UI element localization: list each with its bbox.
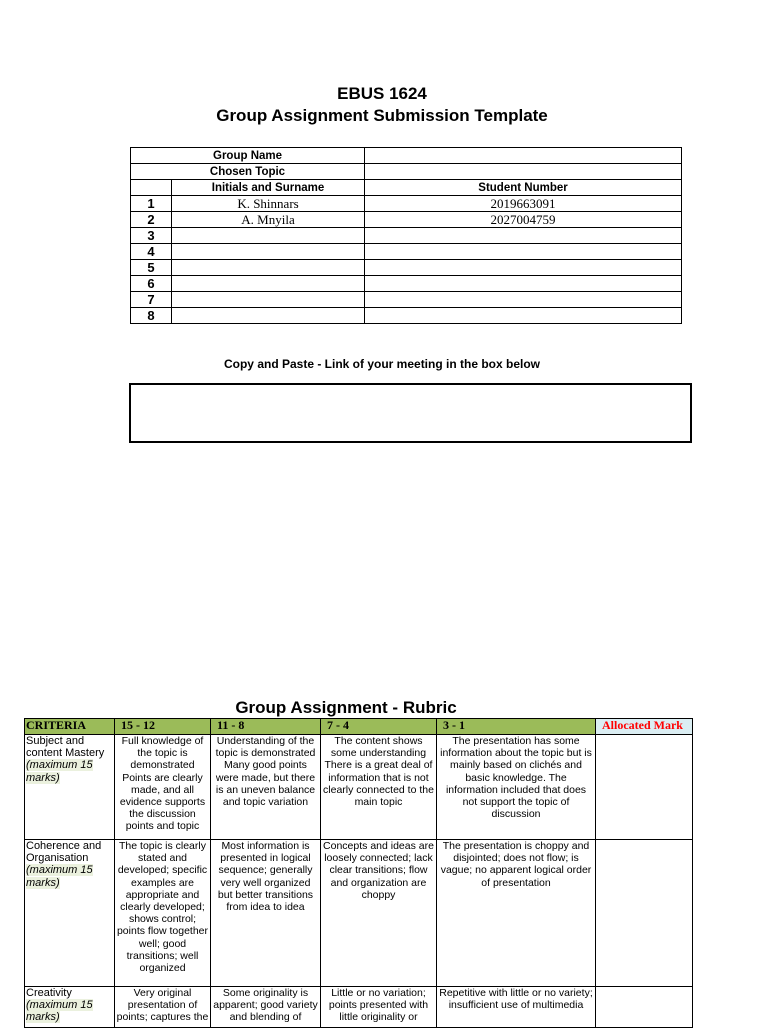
member-row [131, 196, 682, 212]
member-name[interactable] [172, 228, 365, 244]
member-number: 6 [131, 276, 172, 292]
group-name-row [131, 148, 682, 164]
member-header-row [131, 180, 682, 196]
member-row [131, 260, 682, 276]
criterion-max-marks: (maximum 15 marks) [26, 864, 93, 889]
rubric-header-band: 7 - 4 [321, 719, 437, 735]
rubric-descriptor: Concepts and ideas are loosely connected; lack clear transitions; flow and organization are choppy [321, 840, 437, 987]
group-name-label: Group Name [131, 148, 365, 164]
member-number: 8 [131, 308, 172, 324]
criterion-max-marks: (maximum 15 marks) [26, 759, 93, 784]
allocated-mark-field[interactable] [596, 987, 693, 1028]
member-name[interactable]: A. Mnyila [172, 212, 365, 228]
rubric-descriptor: Repetitive with little or no variety; insufficient use of multimedia [437, 987, 596, 1028]
member-student-number[interactable] [365, 244, 682, 260]
member-student-number[interactable] [365, 260, 682, 276]
rubric-header-band: 11 - 8 [211, 719, 321, 735]
member-row [131, 276, 682, 292]
member-student-number[interactable] [365, 228, 682, 244]
col-header-student-number: Student Number [365, 180, 682, 196]
chosen-topic-field[interactable] [365, 164, 682, 180]
member-name[interactable] [172, 292, 365, 308]
member-row [131, 308, 682, 324]
member-number: 7 [131, 292, 172, 308]
member-number: 5 [131, 260, 172, 276]
rubric-descriptor: Very original presentation of points; captures the [115, 987, 211, 1028]
member-row [131, 228, 682, 244]
rubric-table [24, 718, 693, 1028]
rubric-criterion [25, 735, 115, 840]
rubric-descriptor: Understanding of the topic is demonstrated Many good points were made, but there is an uneven balance and topic variation [211, 735, 321, 840]
member-number: 2 [131, 212, 172, 228]
rubric-descriptor: Full knowledge of the topic is demonstrated Points are clearly made, and all evidence supports the discussion points and topic [115, 735, 211, 840]
rubric-header-band: 3 - 1 [437, 719, 596, 735]
page-title: Group Assignment Submission Template [216, 106, 548, 125]
rubric-header-allocated-mark: Allocated Mark [596, 719, 693, 735]
criterion-name: Coherence and Organisation [26, 840, 102, 865]
rubric-descriptor: The topic is clearly stated and developed; specific examples are appropriate and clearly developed; shows control; points flow together well; good transitions; well organized [115, 840, 211, 987]
rubric-header-criteria: CRITERIA [25, 719, 115, 735]
member-name[interactable] [172, 276, 365, 292]
member-name[interactable] [172, 260, 365, 276]
member-student-number[interactable]: 2019663091 [365, 196, 682, 212]
group-name-field[interactable] [365, 148, 682, 164]
member-student-number[interactable] [365, 308, 682, 324]
rubric-descriptor: Little or no variation; points presented with little originality or [321, 987, 437, 1028]
allocated-mark-field[interactable] [596, 840, 693, 987]
member-row [131, 244, 682, 260]
member-name[interactable] [172, 244, 365, 260]
member-row [131, 292, 682, 308]
criterion-name: Creativity [26, 987, 72, 999]
member-student-number[interactable]: 2027004759 [365, 212, 682, 228]
rubric-descriptor: The presentation has some information about the topic but is mainly based on clichés and basic knowledge. The information included that does not support the topic of discussion [437, 735, 596, 840]
rubric-descriptor: Some originality is apparent; good variety and blending of [211, 987, 321, 1028]
chosen-topic-row [131, 164, 682, 180]
rubric-row [25, 987, 693, 1028]
criterion-name: Subject and content Mastery [26, 735, 105, 760]
rubric-descriptor: The presentation is choppy and disjointed; does not flow; is vague; no apparent logical order of presentation [437, 840, 596, 987]
rubric-row [25, 735, 693, 840]
member-number: 1 [131, 196, 172, 212]
member-row [131, 212, 682, 228]
rubric-header-band: 15 - 12 [115, 719, 211, 735]
member-header-blank [131, 180, 172, 196]
group-members-table [130, 147, 682, 324]
allocated-mark-field[interactable] [596, 735, 693, 840]
meeting-link-box[interactable] [129, 383, 692, 443]
member-number: 4 [131, 244, 172, 260]
rubric-title: Group Assignment - Rubric [235, 698, 457, 717]
rubric-criterion [25, 840, 115, 987]
rubric-descriptor: The content shows some understanding There is a great deal of information that is not clearly connected to the main topic [321, 735, 437, 840]
rubric-header-row [25, 719, 693, 735]
chosen-topic-label: Chosen Topic [131, 164, 365, 180]
member-student-number[interactable] [365, 276, 682, 292]
member-name[interactable]: K. Shinnars [172, 196, 365, 212]
criterion-max-marks: (maximum 15 marks) [26, 999, 93, 1024]
rubric-descriptor: Most information is presented in logical sequence; generally very well organized but better transitions from idea to idea [211, 840, 321, 987]
rubric-criterion [25, 987, 115, 1028]
member-number: 3 [131, 228, 172, 244]
rubric-row [25, 840, 693, 987]
member-student-number[interactable] [365, 292, 682, 308]
meeting-link-instructions: Copy and Paste - Link of your meeting in the box below [223, 357, 541, 371]
col-header-name: Initials and Surname [172, 180, 365, 196]
member-name[interactable] [172, 308, 365, 324]
course-code: EBUS 1624 [337, 84, 427, 103]
